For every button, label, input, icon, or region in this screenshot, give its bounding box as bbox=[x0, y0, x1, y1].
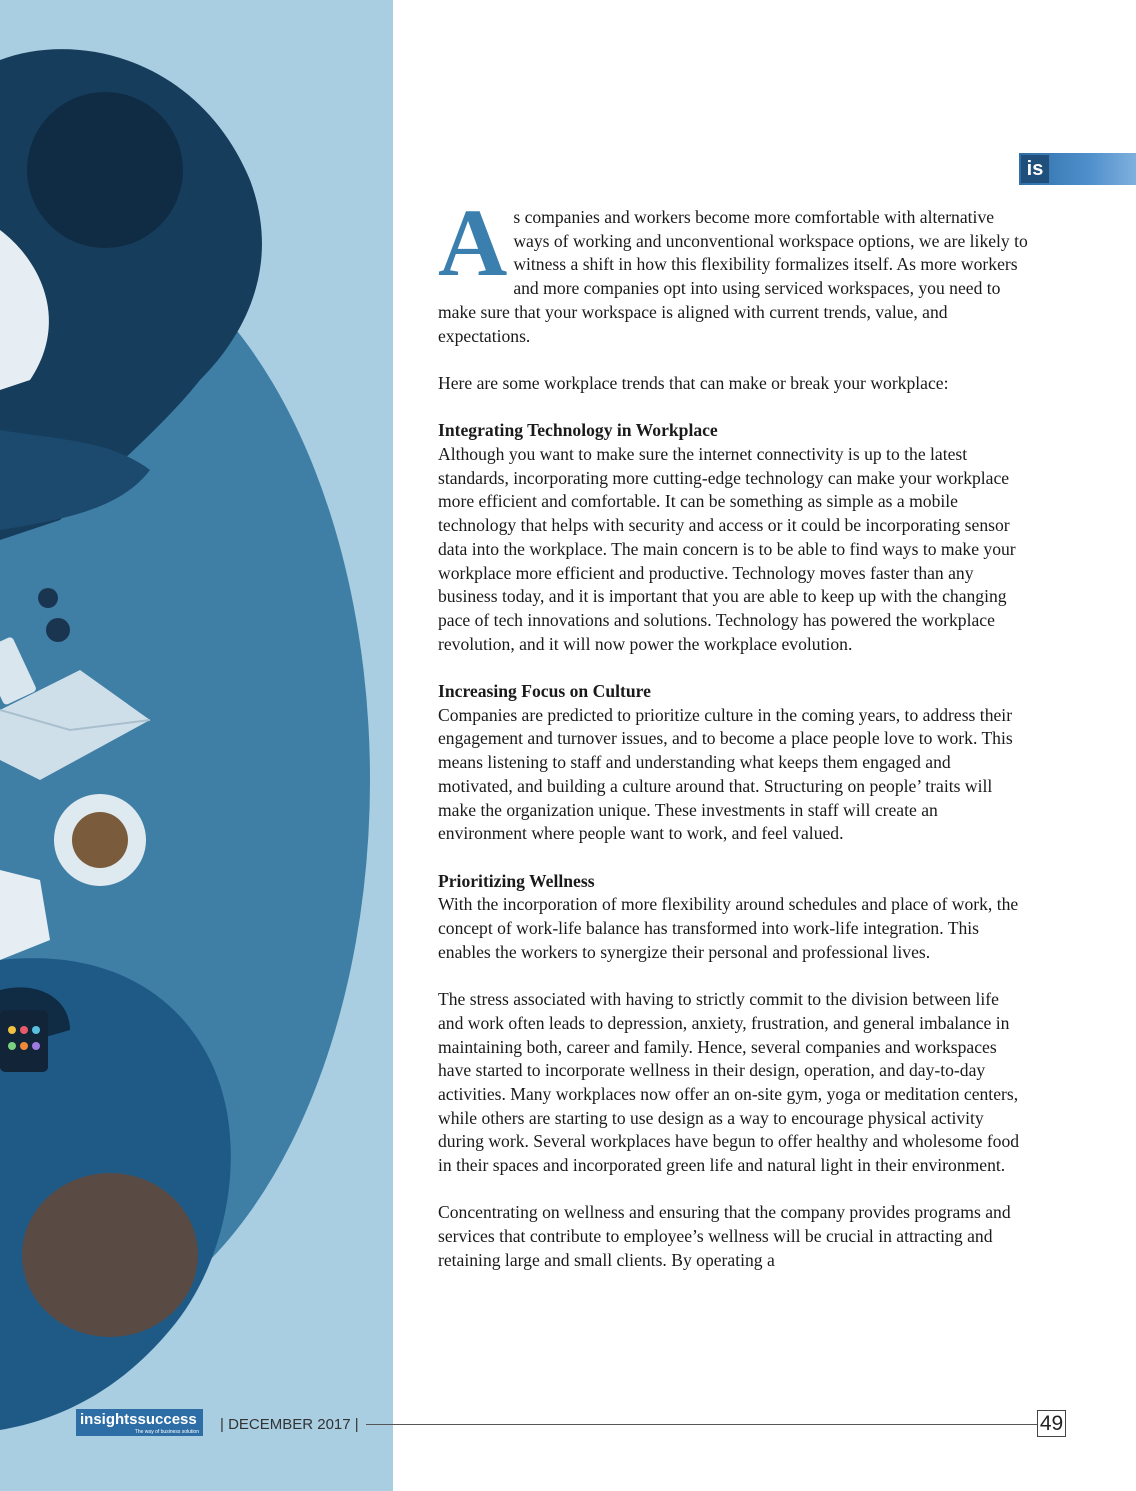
footer-logo bbox=[76, 1409, 203, 1436]
lead-paragraph: Here are some workplace trends that can make or break your workplace: bbox=[438, 372, 949, 393]
tablet-icon bbox=[0, 1010, 48, 1072]
article-body bbox=[438, 189, 1028, 1273]
brand-mark-icon: is bbox=[1021, 155, 1049, 183]
bottom-person-head bbox=[22, 1173, 198, 1337]
section-heading-wellness: Prioritizing Wellness bbox=[438, 870, 595, 891]
issue-date: | DECEMBER 2017 | bbox=[220, 1416, 359, 1433]
wellness-paragraph: Concentrating on wellness and ensuring that the company provides programs and services that contribute to employee’s wellness will be crucial in attracting and retaining large and small clients. By operating a bbox=[438, 1202, 1011, 1270]
top-person-head bbox=[27, 92, 183, 248]
section-body-culture: Companies are predicted to prioritize culture in the coming years, to address their engagement and turnover issues, and to become a place people love to work. This means listening to staff and understanding what keeps them engaged and motivated, and building a culture around that. Structuring on people’ traits will make the organization unique. These investments in staff will create an environment where people want to work, and feel valued. bbox=[438, 704, 1013, 844]
intro-paragraph bbox=[438, 189, 1028, 348]
footer-logo-text: insightssuccess bbox=[80, 1411, 197, 1428]
section-heading-technology: Integrating Technology in Workplace bbox=[438, 420, 718, 441]
intro-text: s companies and workers become more comfortable with alternative ways of working and unconventional workspace options, we are likely to witness a shift in how this flexibility formalizes itself. As more workers and more companies opt into using serviced workspaces, you need to make sure that your workspace is aligned with current trends, value, and expectations. bbox=[438, 207, 1028, 346]
footer-divider bbox=[366, 1424, 1038, 1425]
cover-illustration bbox=[0, 0, 393, 1491]
section-body-wellness: With the incorporation of more flexibility around schedules and place of work, the concept of work-life balance has transformed into work-life integration. This enables the workers to synergize their personal and professional lives. bbox=[438, 894, 1019, 962]
section-body-technology: Although you want to make sure the internet connectivity is up to the latest standards, incorporating more cutting-edge technology can make your workplace more efficient and comfortable. It can be something as simple as a mobile technology that helps with security and access or it could be incorporating sensor data into the workplace. The main concern is to be able to find ways to make your workplace more efficient and productive. Technology moves faster than any business today, and it is important that you are able to keep up with the changing pace of tech innovations and solutions. Technology has powered the workplace revolution, and it will now power the workplace evolution. bbox=[438, 444, 1016, 654]
meeting-table-illustration bbox=[0, 0, 393, 1491]
section-tab bbox=[1019, 153, 1136, 185]
page-number: 49 bbox=[1037, 1410, 1066, 1437]
dropcap: A bbox=[438, 189, 508, 296]
keys-icon bbox=[38, 588, 58, 608]
section-heading-culture: Increasing Focus on Culture bbox=[438, 681, 651, 702]
footer-logo-tagline: The way of business solution bbox=[134, 1429, 199, 1435]
stress-paragraph: The stress associated with having to strictly commit to the division between life and work often leads to depression, anxiety, frustration, and general imbalance in maintaining both, career and family. Hence, several companies and workspaces have started to incorporate wellness in their design, operation, and day-to-day activities. Many workplaces now offer an on-site gym, yoga or meditation centers, while others are starting to use design as a way to encourage physical activity during work. Several workplaces have begun to offer healthy and wholesome food in their spaces and incorporated green life and natural light in their environment. bbox=[438, 989, 1020, 1176]
